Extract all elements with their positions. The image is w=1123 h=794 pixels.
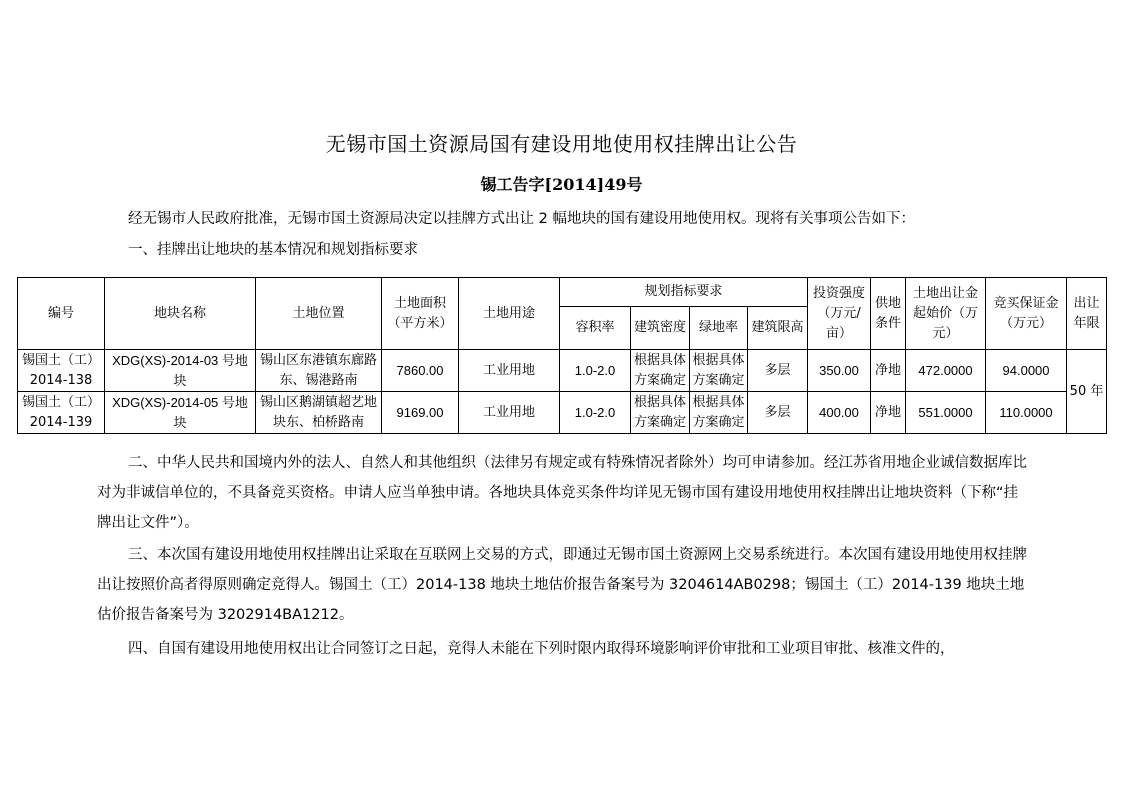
paragraph-3: 三、本次国有建设用地使用权挂牌出让采取在互联网上交易的方式，即通过无锡市国土资源网上交易系统进行。本次国有建设用地使用权挂牌出让按照价高者得原则确定竞得人。锡国土（工）2014-138 地块土地估价报告备案号为 3204614AB0298；锡国土（工）2014-139 地块土地估价报告备案号为 3202914BA1212。 (97, 547, 1027, 623)
cell-area: 9169.00 (382, 392, 459, 434)
cell-location: 锡山区鹅湖镇超艺地块东、柏桥路南 (256, 392, 382, 434)
cell-area: 7860.00 (382, 350, 459, 392)
document-number: 锡工告字[2014]49号 (480, 175, 643, 194)
header-start-price: 土地出让金起始价（万元） (906, 278, 986, 350)
cell-name: XDG(XS)-2014-03 号地块 (105, 350, 256, 392)
cell-far: 1.0-2.0 (560, 392, 631, 434)
header-far: 容积率 (560, 307, 631, 350)
cell-investment: 350.00 (808, 350, 871, 392)
header-supply: 供地条件 (871, 278, 906, 350)
header-location: 土地位置 (256, 278, 382, 350)
cell-name: XDG(XS)-2014-05 号地块 (105, 392, 256, 434)
cell-density: 根据具体方案确定 (631, 350, 690, 392)
header-term: 出让年限 (1067, 278, 1107, 350)
header-name: 地块名称 (105, 278, 256, 350)
cell-start-price: 472.0000 (906, 350, 986, 392)
header-density: 建筑密度 (631, 307, 690, 350)
cell-deposit: 110.0000 (986, 392, 1067, 434)
cell-use: 工业用地 (459, 350, 560, 392)
section1-heading: 一、挂牌出让地块的基本情况和规划指标要求 (128, 242, 418, 258)
cell-density: 根据具体方案确定 (631, 392, 690, 434)
cell-start-price: 551.0000 (906, 392, 986, 434)
cell-code: 锡国土（工）2014-139 (18, 392, 105, 434)
cell-location: 锡山区东港镇东廊路东、锡港路南 (256, 350, 382, 392)
header-code: 编号 (18, 278, 105, 350)
header-green: 绿地率 (690, 307, 748, 350)
cell-code: 锡国土（工）2014-138 (18, 350, 105, 392)
header-deposit: 竞买保证金（万元） (986, 278, 1067, 350)
intro-paragraph: 经无锡市人民政府批准，无锡市国土资源局决定以挂牌方式出让 2 幅地块的国有建设用地使用权。现将有关事项公告如下： (128, 211, 915, 227)
header-area: 土地面积（平方米） (382, 278, 459, 350)
cell-investment: 400.00 (808, 392, 871, 434)
paragraph-4: 四、自国有建设用地使用权出让合同签订之日起，竞得人未能在下列时限内取得环境影响评价审批和工业项目审批、核准文件的， (128, 641, 955, 657)
cell-green: 根据具体方案确定 (690, 350, 748, 392)
cell-far: 1.0-2.0 (560, 350, 631, 392)
cell-supply: 净地 (871, 350, 906, 392)
header-height: 建筑限高 (748, 307, 808, 350)
table-row (18, 392, 1107, 434)
cell-green: 根据具体方案确定 (690, 392, 748, 434)
paragraph-2: 二、中华人民共和国境内外的法人、自然人和其他组织（法律另有规定或有特殊情况者除外）均可申请参加。经江苏省用地企业诚信数据库比对为非诚信单位的，不具备竞买资格。申请人应当单独申请。各地块具体竞买条件均详见无锡市国有建设用地使用权挂牌出让地块资料（下称“挂牌出让文件”）。 (97, 455, 1027, 531)
cell-term: 50 年 (1067, 350, 1107, 434)
cell-height: 多层 (748, 392, 808, 434)
cell-height: 多层 (748, 350, 808, 392)
cell-use: 工业用地 (459, 392, 560, 434)
cell-supply: 净地 (871, 392, 906, 434)
page-title: 无锡市国土资源局国有建设用地使用权挂牌出让公告 (325, 132, 798, 156)
header-planning: 规划指标要求 (560, 278, 808, 307)
cell-deposit: 94.0000 (986, 350, 1067, 392)
table-row (18, 350, 1107, 392)
header-use: 土地用途 (459, 278, 560, 350)
land-parcel-table (17, 277, 1107, 434)
header-investment: 投资强度（万元/亩） (808, 278, 871, 350)
